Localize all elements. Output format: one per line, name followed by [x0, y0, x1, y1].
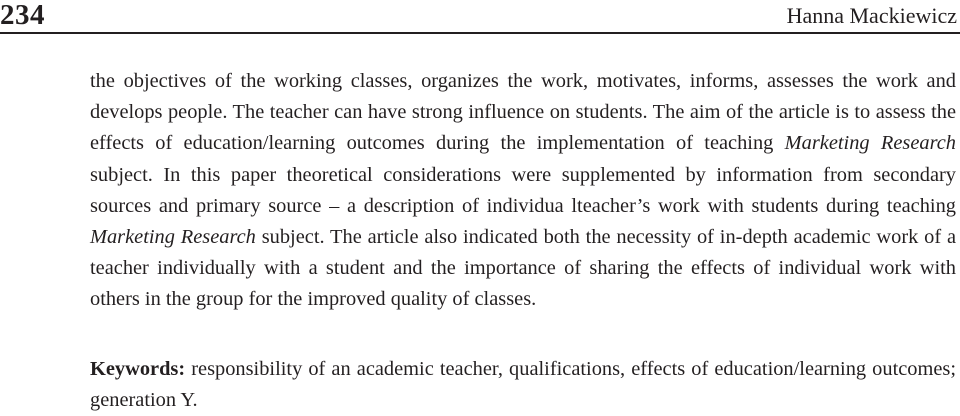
page-number: 234 — [0, 0, 45, 31]
keywords-paragraph — [90, 354, 956, 416]
abstract-text-part-2: subject. In this paper theoretical considerations were supplemented by information from secondary sources and primary source – a description of individua lteacher’s work with students during teaching — [90, 163, 956, 217]
keywords-text: responsibility of an academic teacher, qualifications, effects of education/learning outcomes; generation Y. — [90, 358, 956, 412]
abstract-text-part-3: subject. The article also indicated both the necessity of in-depth academic work of a teacher individually with a student and the importance of sharing the effects of individual work with others in the group for the improved quality of classes. — [90, 226, 956, 311]
running-header — [0, 0, 960, 34]
abstract-text-part-1: the objectives of the working classes, organizes the work, motivates, informs, assesses the work and develops people. The teacher can have strong influence on students. The aim of the article is to assess the effects of education/learning outcomes during the implementation of teaching — [90, 70, 956, 155]
subject-title-italic: Marketing Research — [784, 132, 956, 155]
subject-title-italic: Marketing Research — [90, 226, 256, 249]
abstract-paragraph — [90, 66, 956, 316]
keywords-label: Keywords: — [90, 358, 186, 380]
running-header-author: Hanna Mackiewicz — [786, 3, 957, 28]
